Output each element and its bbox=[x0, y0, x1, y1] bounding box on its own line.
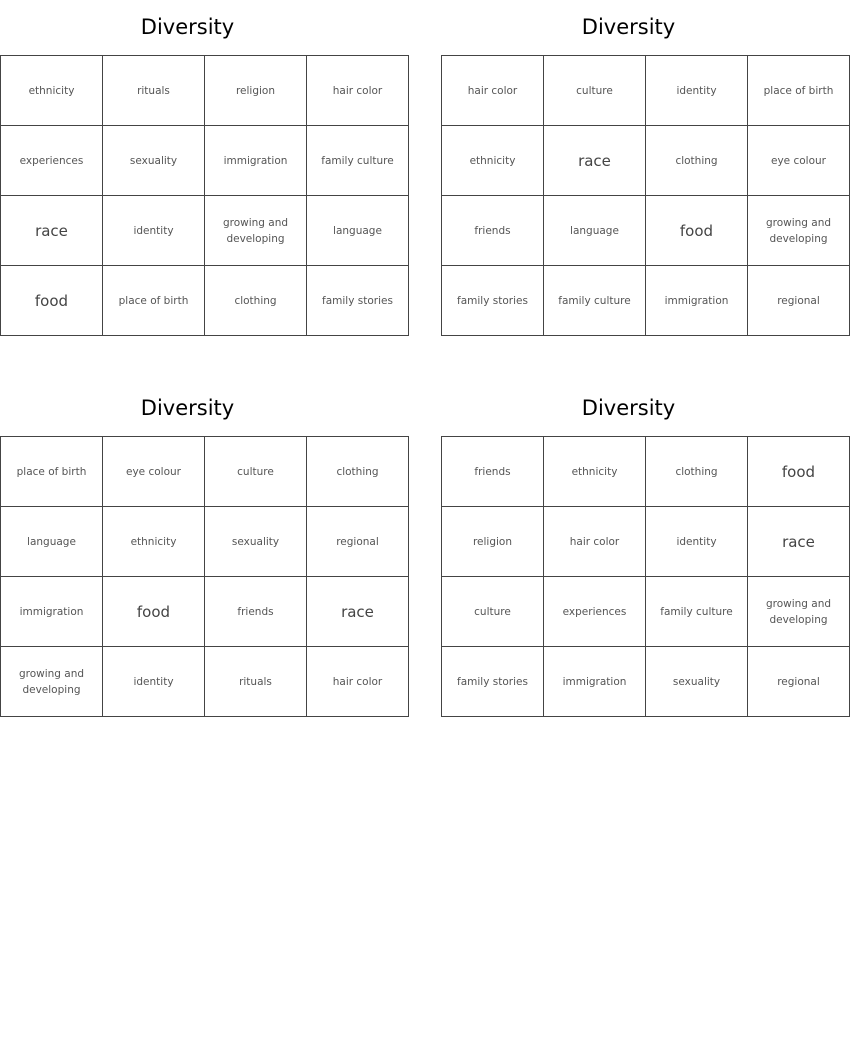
grid-cell: place of birth bbox=[103, 266, 205, 336]
grid-cell: family stories bbox=[442, 647, 544, 717]
grid-row bbox=[442, 507, 850, 577]
grid-cell: regional bbox=[307, 507, 409, 577]
card-title: Diversity bbox=[581, 396, 676, 420]
grid-cell: ethnicity bbox=[442, 126, 544, 196]
grid-cell: immigration bbox=[646, 266, 748, 336]
grid-cell: family stories bbox=[442, 266, 544, 336]
grid-cell: experiences bbox=[544, 577, 646, 647]
grid-cell: hair color bbox=[442, 56, 544, 126]
grid-cell: culture bbox=[205, 437, 307, 507]
grid-row bbox=[442, 196, 850, 266]
grid-cell: friends bbox=[442, 196, 544, 266]
grid-cell: clothing bbox=[205, 266, 307, 336]
bingo-grid bbox=[0, 55, 409, 336]
grid-cell: race bbox=[1, 196, 103, 266]
grid-row bbox=[442, 647, 850, 717]
grid-cell: food bbox=[646, 196, 748, 266]
grid-cell: language bbox=[1, 507, 103, 577]
grid-cell: identity bbox=[646, 507, 748, 577]
grid-cell: race bbox=[307, 577, 409, 647]
grid-cell: hair color bbox=[307, 647, 409, 717]
grid-row bbox=[1, 266, 409, 336]
card-title: Diversity bbox=[140, 15, 235, 39]
grid-cell: eye colour bbox=[103, 437, 205, 507]
bingo-grid bbox=[0, 436, 409, 717]
grid-row bbox=[1, 126, 409, 196]
grid-cell: religion bbox=[442, 507, 544, 577]
grid-cell: place of birth bbox=[1, 437, 103, 507]
grid-cell: ethnicity bbox=[103, 507, 205, 577]
grid-row bbox=[442, 266, 850, 336]
grid-row bbox=[442, 577, 850, 647]
bingo-grid bbox=[441, 55, 850, 336]
grid-row bbox=[1, 647, 409, 717]
grid-cell: ethnicity bbox=[544, 437, 646, 507]
grid-cell: immigration bbox=[1, 577, 103, 647]
grid-cell: family culture bbox=[646, 577, 748, 647]
grid-cell: eye colour bbox=[748, 126, 850, 196]
grid-cell: language bbox=[307, 196, 409, 266]
grid-row bbox=[1, 577, 409, 647]
grid-row bbox=[1, 56, 409, 126]
grid-row bbox=[1, 437, 409, 507]
grid-cell: immigration bbox=[544, 647, 646, 717]
grid-cell: race bbox=[748, 507, 850, 577]
grid-cell: growing and developing bbox=[1, 647, 103, 717]
grid-cell: clothing bbox=[646, 126, 748, 196]
grid-cell: food bbox=[103, 577, 205, 647]
grid-cell: clothing bbox=[646, 437, 748, 507]
grid-cell: race bbox=[544, 126, 646, 196]
grid-row bbox=[1, 196, 409, 266]
grid-cell: ethnicity bbox=[1, 56, 103, 126]
grid-cell: rituals bbox=[103, 56, 205, 126]
grid-cell: hair color bbox=[544, 507, 646, 577]
grid-cell: language bbox=[544, 196, 646, 266]
grid-cell: experiences bbox=[1, 126, 103, 196]
grid-cell: immigration bbox=[205, 126, 307, 196]
grid-row bbox=[442, 56, 850, 126]
grid-cell: growing and developing bbox=[748, 196, 850, 266]
grid-row bbox=[442, 126, 850, 196]
grid-cell: sexuality bbox=[646, 647, 748, 717]
grid-cell: family culture bbox=[307, 126, 409, 196]
grid-cell: regional bbox=[748, 266, 850, 336]
grid-cell: identity bbox=[103, 196, 205, 266]
grid-cell: clothing bbox=[307, 437, 409, 507]
grid-row bbox=[1, 507, 409, 577]
bingo-grid bbox=[441, 436, 850, 717]
grid-cell: identity bbox=[103, 647, 205, 717]
grid-cell: friends bbox=[442, 437, 544, 507]
grid-cell: culture bbox=[544, 56, 646, 126]
grid-cell: regional bbox=[748, 647, 850, 717]
grid-cell: sexuality bbox=[205, 507, 307, 577]
grid-cell: identity bbox=[646, 56, 748, 126]
grid-cell: hair color bbox=[307, 56, 409, 126]
grid-cell: sexuality bbox=[103, 126, 205, 196]
grid-cell: growing and developing bbox=[205, 196, 307, 266]
card-title: Diversity bbox=[581, 15, 676, 39]
grid-cell: religion bbox=[205, 56, 307, 126]
grid-cell: food bbox=[1, 266, 103, 336]
grid-cell: culture bbox=[442, 577, 544, 647]
grid-cell: growing and developing bbox=[748, 577, 850, 647]
grid-cell: family culture bbox=[544, 266, 646, 336]
grid-cell: friends bbox=[205, 577, 307, 647]
grid-cell: rituals bbox=[205, 647, 307, 717]
card-title: Diversity bbox=[140, 396, 235, 420]
grid-cell: food bbox=[748, 437, 850, 507]
grid-row bbox=[442, 437, 850, 507]
grid-cell: place of birth bbox=[748, 56, 850, 126]
grid-cell: family stories bbox=[307, 266, 409, 336]
